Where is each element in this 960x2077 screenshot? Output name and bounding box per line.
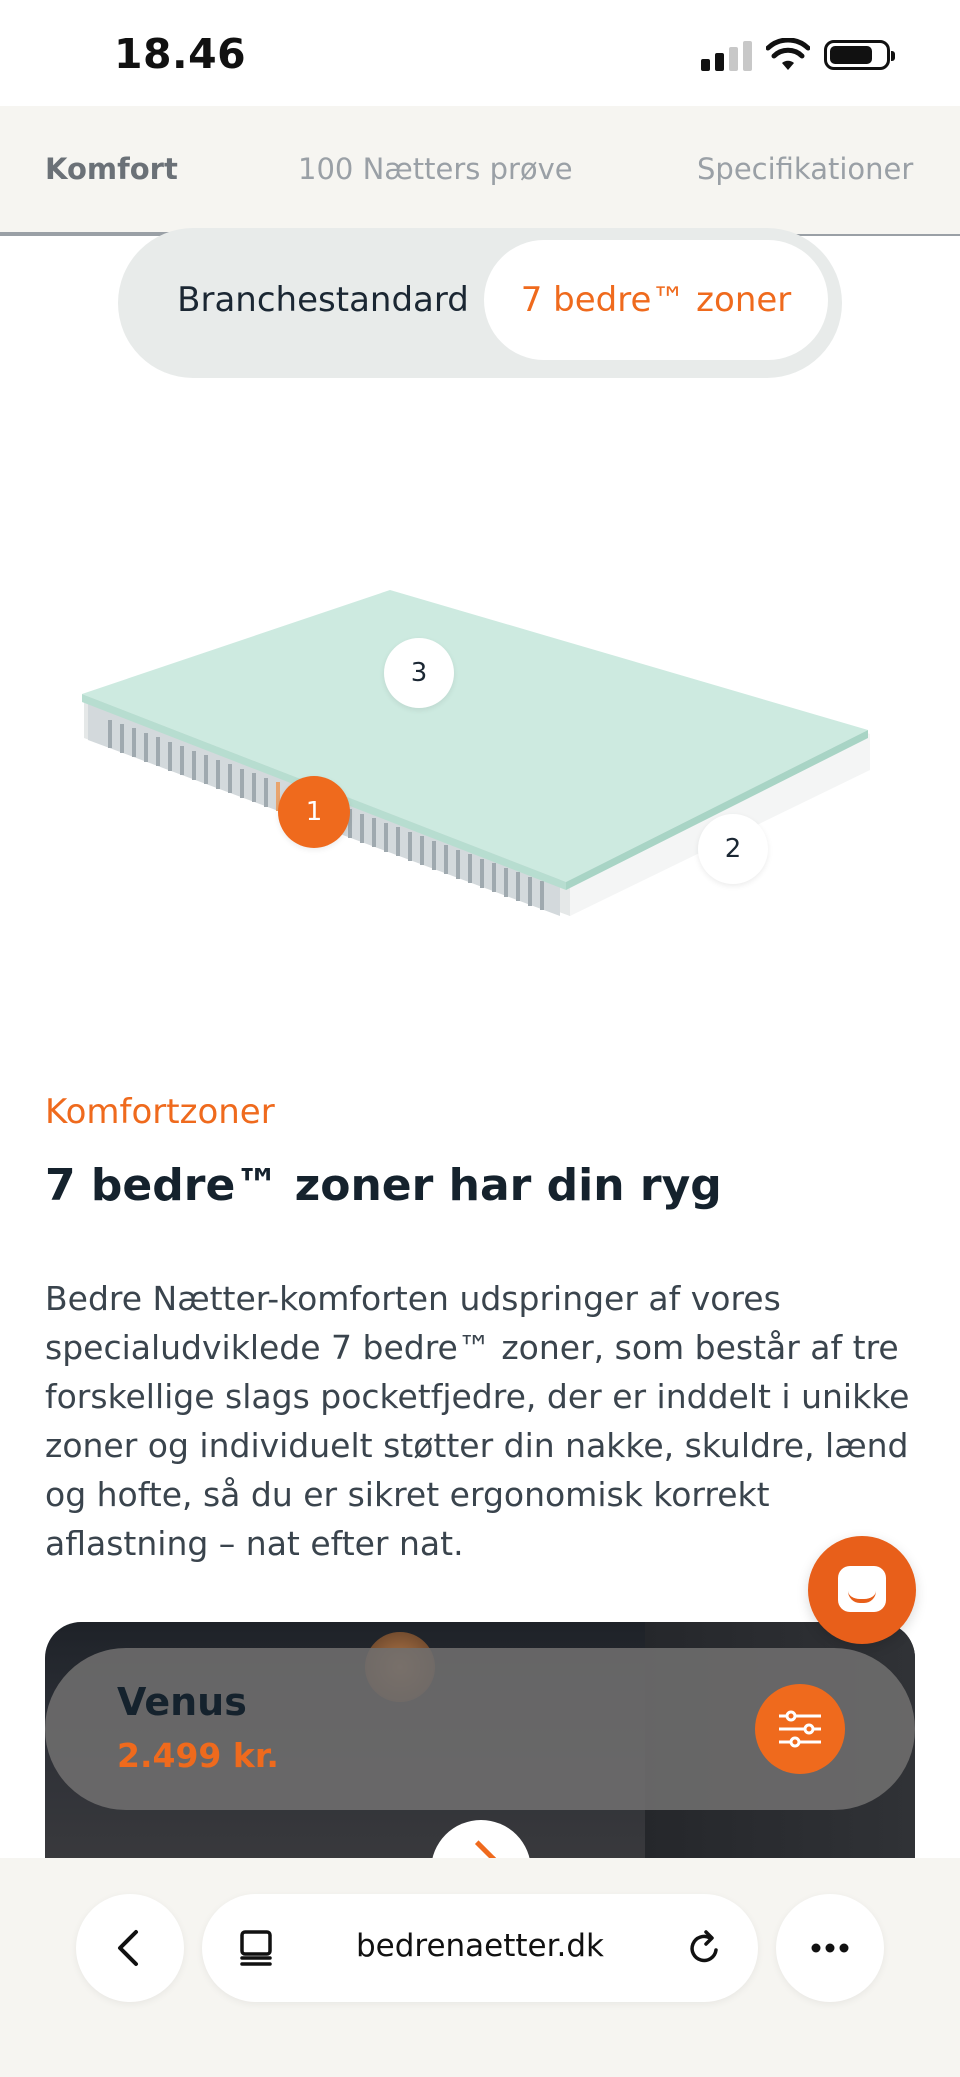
mattress-image (60, 560, 900, 930)
url-text: bedrenaetter.dk (355, 1928, 605, 1964)
status-time: 18.46 (114, 30, 247, 78)
chat-icon (838, 1566, 886, 1612)
mattress-illustration (60, 560, 900, 930)
product-options-button[interactable] (755, 1684, 845, 1774)
chat-button[interactable] (808, 1536, 916, 1644)
toggle-branchestandard[interactable]: Branchestandard (177, 280, 469, 320)
back-button[interactable] (76, 1894, 184, 2002)
product-name: Venus (117, 1680, 247, 1724)
more-icon (776, 1894, 884, 2002)
status-bar (0, 0, 960, 106)
zone-marker-3[interactable]: 3 (384, 638, 454, 708)
tab-100-naetters-proeve[interactable]: 100 Nætters prøve (298, 152, 573, 186)
more-button[interactable] (776, 1894, 884, 2002)
section-heading: 7 bedre™ zoner har din ryg (45, 1160, 722, 1211)
section-body: Bedre Nætter-komforten udspringer af vores specialudviklede 7 bedre™ zoner, som består af tre forskellige slags pocketfjedre, der er inddelt i unikke zoner og individuelt støtter din nakke, skuldre, lænd og hofte, så du er sikret ergonomisk korrekt aflastning – nat efter nat. (45, 1279, 910, 1563)
chevron-left-icon (76, 1894, 184, 2002)
product-price: 2.499 kr. (117, 1736, 279, 1775)
reload-icon[interactable] (680, 1924, 728, 1972)
section-eyebrow: Komfortzoner (45, 1092, 275, 1132)
status-icons (701, 38, 890, 72)
tab-specifikationer[interactable]: Specifikationer (697, 152, 914, 186)
section-tabs (0, 106, 960, 236)
battery-icon (824, 40, 890, 70)
cellular-signal-icon (701, 39, 752, 71)
wifi-icon (766, 38, 810, 72)
toggle-7-bedre-zoner[interactable]: 7 bedre™ zoner (484, 240, 828, 360)
sliders-icon (755, 1684, 845, 1774)
zone-marker-2[interactable]: 2 (698, 814, 768, 884)
zone-comparison-toggle (118, 228, 842, 378)
tab-komfort[interactable]: Komfort (45, 152, 178, 186)
browser-toolbar (0, 1858, 960, 2077)
zone-marker-1[interactable]: 1 (278, 776, 350, 848)
product-summary-bar[interactable] (45, 1648, 915, 1810)
address-bar[interactable] (202, 1894, 758, 2002)
